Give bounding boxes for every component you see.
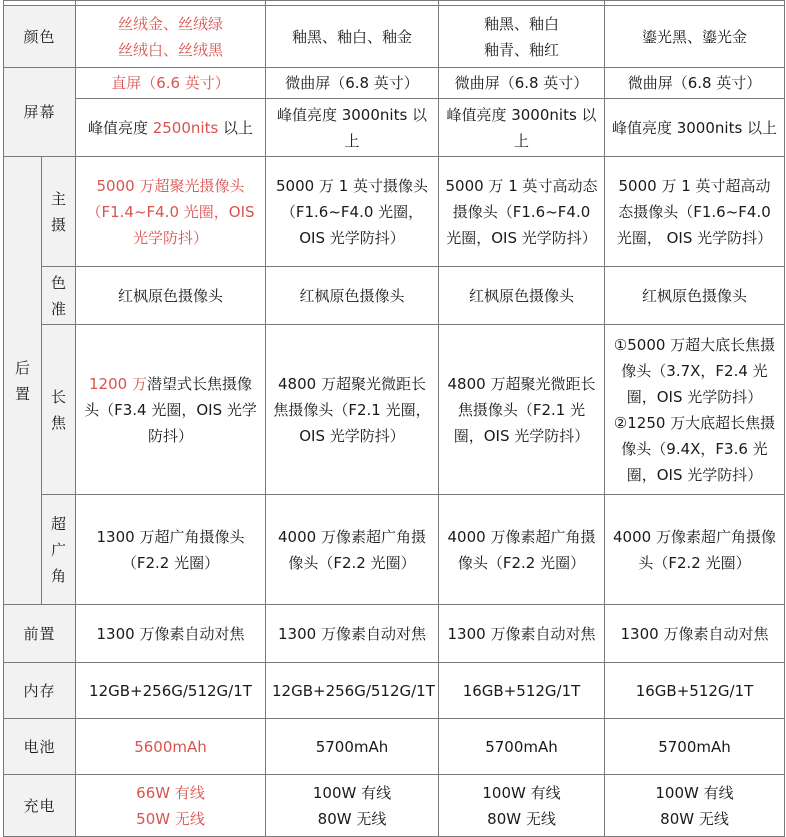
front-cell-2: 1300 万像素自动对焦 xyxy=(266,605,439,663)
memory-cell-1: 12GB+256G/512G/1T xyxy=(76,663,266,719)
color-cell-1 xyxy=(76,6,266,68)
main-camera-cell-3: 5000 万 1 英寸高动态摄像头（F1.6~F4.0 光圈，OIS 光学防抖） xyxy=(439,157,605,267)
row-rear-ultrawide xyxy=(4,495,785,605)
color-cell-2: 釉黑、釉白、釉金 xyxy=(266,6,439,68)
sub-label-color-char-1: 色 xyxy=(50,273,66,292)
brightness-cell-1-pre: 峰值亮度 xyxy=(87,118,153,137)
brightness-cell-3: 峰值亮度 3000nits 以上 xyxy=(439,99,605,157)
color-cell-4: 鎏光黑、鎏光金 xyxy=(605,6,785,68)
brightness-cell-1 xyxy=(76,99,266,157)
sub-label-uw-char-2: 广 xyxy=(50,540,66,559)
row-front xyxy=(4,605,785,663)
row-battery xyxy=(4,719,785,775)
color-cell-3 xyxy=(439,6,605,68)
sub-label-main-camera xyxy=(42,157,76,267)
screen-type-cell-4: 微曲屏（6.8 英寸） xyxy=(605,68,785,99)
memory-cell-3: 16GB+512G/1T xyxy=(439,663,605,719)
brightness-cell-1-post: 以上 xyxy=(218,118,254,137)
telephoto-cell-4 xyxy=(605,325,785,495)
sub-label-tele-char-2: 焦 xyxy=(50,413,66,432)
front-cell-3: 1300 万像素自动对焦 xyxy=(439,605,605,663)
charging-cell-3-wireless: 80W 无线 xyxy=(487,809,556,828)
charging-cell-2-wireless: 80W 无线 xyxy=(317,809,387,828)
row-rear-telephoto xyxy=(4,325,785,495)
charging-cell-1-wireless: 50W 无线 xyxy=(136,809,205,828)
charging-cell-1 xyxy=(76,775,266,837)
row-memory xyxy=(4,663,785,719)
battery-cell-3: 5700mAh xyxy=(439,719,605,775)
battery-cell-1: 5600mAh xyxy=(76,719,266,775)
sub-label-main-char-2: 摄 xyxy=(50,215,66,234)
telephoto-cell-1-value: 1200 万 xyxy=(89,374,147,393)
telephoto-cell-4-item-1: ①5000 万超大底长焦摄像头（3.7X，F2.4 光圈，OIS 光学防抖） xyxy=(613,335,776,406)
ultrawide-cell-2: 4000 万像素超广角摄像头（F2.2 光圈） xyxy=(266,495,439,605)
charging-cell-4 xyxy=(605,775,785,837)
row-label-rear xyxy=(4,157,42,605)
color-camera-cell-4: 红枫原色摄像头 xyxy=(605,267,785,325)
memory-cell-2: 12GB+256G/512G/1T xyxy=(266,663,439,719)
telephoto-cell-1 xyxy=(76,325,266,495)
charging-cell-2 xyxy=(266,775,439,837)
row-rear-color-accurate xyxy=(4,267,785,325)
charging-cell-3-wired: 100W 有线 xyxy=(482,783,561,802)
color-cell-3-line-2: 釉青、釉红 xyxy=(483,40,559,59)
ultrawide-cell-3: 4000 万像素超广角摄像头（F2.2 光圈） xyxy=(439,495,605,605)
row-color xyxy=(4,6,785,68)
row-label-memory: 内存 xyxy=(4,663,76,719)
sub-label-ultrawide xyxy=(42,495,76,605)
front-cell-1: 1300 万像素自动对焦 xyxy=(76,605,266,663)
charging-cell-4-wired: 100W 有线 xyxy=(655,783,734,802)
sub-label-uw-char-1: 超 xyxy=(50,514,66,533)
row-label-screen: 屏幕 xyxy=(4,68,76,157)
telephoto-cell-3: 4800 万超聚光微距长焦摄像头（F2.1 光圈，OIS 光学防抖） xyxy=(439,325,605,495)
charging-cell-2-wired: 100W 有线 xyxy=(312,783,392,802)
color-cell-1-line-1: 丝绒金、丝绒绿 xyxy=(117,14,223,33)
sub-label-color-char-2: 准 xyxy=(50,299,66,318)
row-rear-main xyxy=(4,157,785,267)
brightness-cell-1-value: 2500nits xyxy=(152,118,219,137)
sub-label-telephoto xyxy=(42,325,76,495)
row-screen-type xyxy=(4,68,785,99)
ultrawide-cell-4: 4000 万像素超广角摄像头（F2.2 光圈） xyxy=(605,495,785,605)
sub-label-color-camera xyxy=(42,267,76,325)
color-camera-cell-1: 红枫原色摄像头 xyxy=(76,267,266,325)
row-label-color: 颜色 xyxy=(4,6,76,68)
sub-label-tele-char-1: 长 xyxy=(50,387,66,406)
screen-type-cell-3: 微曲屏（6.8 英寸） xyxy=(439,68,605,99)
screen-type-cell-1: 直屏（6.6 英寸） xyxy=(76,68,266,99)
color-cell-3-line-1: 釉黑、釉白 xyxy=(483,14,559,33)
front-cell-4: 1300 万像素自动对焦 xyxy=(605,605,785,663)
charging-cell-1-wired: 66W 有线 xyxy=(136,783,205,802)
brightness-cell-2: 峰值亮度 3000nits 以上 xyxy=(266,99,439,157)
ultrawide-cell-1: 1300 万超广角摄像头（F2.2 光圈） xyxy=(76,495,266,605)
row-label-rear-char-2: 置 xyxy=(14,384,30,403)
memory-cell-4: 16GB+512G/1T xyxy=(605,663,785,719)
main-camera-cell-1: 5000 万超聚光摄像头（F1.4~F4.0 光圈，OIS 光学防抖） xyxy=(76,157,266,267)
battery-cell-2: 5700mAh xyxy=(266,719,439,775)
main-camera-cell-2: 5000 万 1 英寸摄像头（F1.6~F4.0 光圈，OIS 光学防抖） xyxy=(266,157,439,267)
row-label-battery: 电池 xyxy=(4,719,76,775)
row-charging xyxy=(4,775,785,837)
telephoto-cell-4-item-2: ②1250 万大底超长焦摄像头（9.4X，F3.6 光圈，OIS 光学防抖） xyxy=(613,413,776,484)
screen-type-cell-2: 微曲屏（6.8 英寸） xyxy=(266,68,439,99)
row-label-rear-char-1: 后 xyxy=(14,358,30,377)
color-cell-1-line-2: 丝绒白、丝绒黑 xyxy=(117,40,223,59)
charging-cell-4-wireless: 80W 无线 xyxy=(660,809,729,828)
charging-cell-3 xyxy=(439,775,605,837)
telephoto-cell-2: 4800 万超聚光微距长焦摄像头（F2.1 光圈，OIS 光学防抖） xyxy=(266,325,439,495)
sub-label-uw-char-3: 角 xyxy=(50,566,66,585)
row-label-front: 前置 xyxy=(4,605,76,663)
main-camera-cell-4: 5000 万 1 英寸超高动态摄像头（F1.6~F4.0 光圈， OIS 光学防抖） xyxy=(605,157,785,267)
color-camera-cell-3: 红枫原色摄像头 xyxy=(439,267,605,325)
row-label-charging: 充电 xyxy=(4,775,76,837)
telephoto-cell-1-rest: 潜望式长焦摄像头（F3.4 光圈，OIS 光学防抖） xyxy=(84,374,257,445)
spec-comparison-table xyxy=(3,0,785,837)
color-camera-cell-2: 红枫原色摄像头 xyxy=(266,267,439,325)
sub-label-main-char-1: 主 xyxy=(50,189,66,208)
battery-cell-4: 5700mAh xyxy=(605,719,785,775)
row-screen-brightness xyxy=(4,99,785,157)
brightness-cell-4: 峰值亮度 3000nits 以上 xyxy=(605,99,785,157)
